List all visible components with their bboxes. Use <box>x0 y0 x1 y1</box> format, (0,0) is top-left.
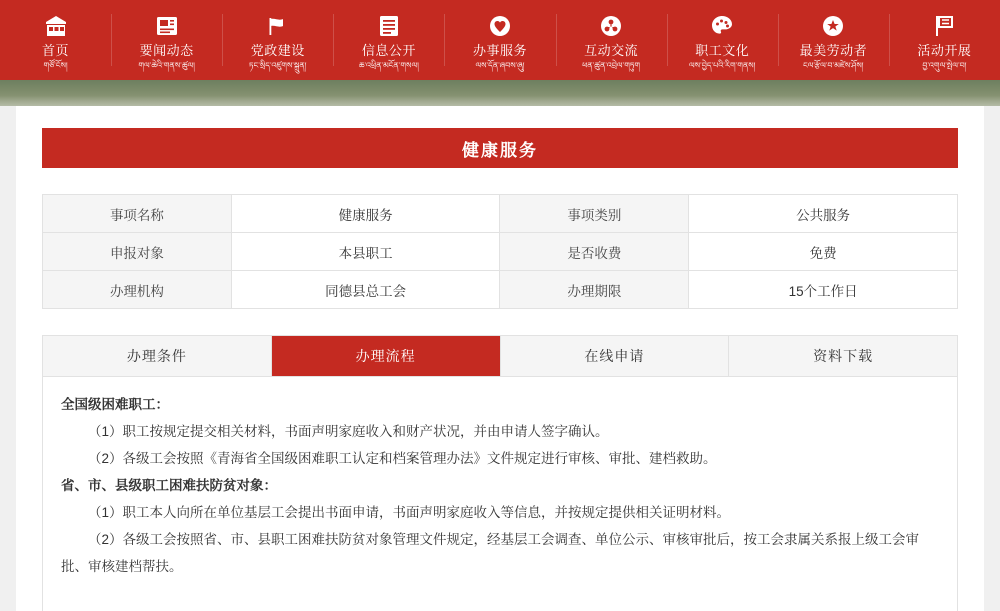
banner-strip <box>0 80 1000 106</box>
info-label: 是否收费 <box>500 233 689 271</box>
panel-paragraph: （1）职工本人向所在单位基层工会提出书面申请，书面声明家庭收入等信息，并按规定提供相关证明材料。 <box>88 505 731 520</box>
nav-label: 党政建设 <box>250 43 305 58</box>
info-value: 公共服务 <box>689 195 958 233</box>
page-background <box>0 106 1000 611</box>
nav-sublabel: གཙོ་ངོས། <box>43 61 68 70</box>
panel-paragraph: 省、市、县级职工困难扶防贫对象： <box>61 478 277 493</box>
flag-icon <box>931 13 957 39</box>
nav-item-interaction[interactable] <box>556 0 667 80</box>
nav-sublabel: ངལ་རྩོལ་བ་མཛེས་ཤོས། <box>803 61 864 70</box>
nav-label: 互动交流 <box>584 43 639 58</box>
nav-sublabel: བྱ་འགུལ་སྤེལ་བ། <box>922 61 967 70</box>
tab-downloads[interactable]: 资料下载 <box>729 336 957 376</box>
tab-process[interactable]: 办理流程 <box>272 336 501 376</box>
culture-icon <box>709 13 735 39</box>
service-icon <box>487 13 513 39</box>
table-row <box>43 233 958 271</box>
nav-item-information-disclosure[interactable] <box>333 0 444 80</box>
main-navigation <box>0 0 1000 80</box>
info-value: 同德县总工会 <box>231 271 500 309</box>
panel-paragraph: （2）各级工会按照《青海省全国级困难职工认定和档案管理办法》文件规定进行审核、审批、建档救助。 <box>88 451 717 466</box>
info-label: 办理期限 <box>500 271 689 309</box>
nav-sublabel: ཏང་སྲིད་འཛུགས་སྐྲུན། <box>249 61 307 70</box>
nav-label: 信息公开 <box>361 43 416 58</box>
tab-online-application[interactable]: 在线申请 <box>501 336 730 376</box>
exchange-icon <box>598 13 624 39</box>
nav-sublabel: གལ་ཆེའི་གནས་ཚུལ། <box>138 61 195 70</box>
info-label: 事项类别 <box>500 195 689 233</box>
nav-item-party[interactable] <box>222 0 333 80</box>
table-row <box>43 271 958 309</box>
content-card <box>16 106 984 611</box>
panel-paragraph: （2）各级工会按照省、市、县职工困难扶防贫对象管理文件规定，经基层工会调查、单位公示、审核审批后，按工会隶属关系报上级工会审批、审核建档帮扶。 <box>61 532 920 574</box>
home-icon <box>43 13 69 39</box>
info-label: 事项名称 <box>43 195 232 233</box>
tab-bar <box>42 335 958 376</box>
nav-label: 活动开展 <box>917 43 972 58</box>
nav-item-activities[interactable] <box>889 0 1000 80</box>
nav-item-culture[interactable] <box>667 0 778 80</box>
nav-label: 最美劳动者 <box>799 43 868 58</box>
nav-label: 职工文化 <box>695 43 750 58</box>
nav-item-services[interactable] <box>444 0 555 80</box>
tab-conditions[interactable]: 办理条件 <box>43 336 272 376</box>
nav-sublabel: ཕན་ཚུན་འབྲེལ་གཏུག <box>582 61 641 70</box>
info-label: 申报对象 <box>43 233 232 271</box>
nav-label: 要闻动态 <box>139 43 194 58</box>
party-icon <box>265 13 291 39</box>
service-info-table <box>42 194 958 309</box>
panel-paragraph: （1）职工按规定提交相关材料，书面声明家庭收入和财产状况，并由申请人签字确认。 <box>88 424 609 439</box>
nav-label: 首页 <box>42 43 70 58</box>
news-icon <box>154 13 180 39</box>
info-value: 健康服务 <box>231 195 500 233</box>
page-title: 健康服务 <box>42 128 958 168</box>
nav-item-home[interactable] <box>0 0 111 80</box>
panel-paragraph: 全国级困难职工： <box>61 397 169 412</box>
info-value: 15个工作日 <box>689 271 958 309</box>
tab-panel-process <box>42 376 958 611</box>
nav-label: 办事服务 <box>472 43 527 58</box>
nav-sublabel: ལས་བྱེད་པའི་རིག་གནས། <box>688 61 756 70</box>
nav-item-news[interactable] <box>111 0 222 80</box>
table-row <box>43 195 958 233</box>
nav-sublabel: ལས་དོན་ཞབས་ཞུ། <box>475 61 525 70</box>
info-value: 本县职工 <box>231 233 500 271</box>
medal-icon <box>820 13 846 39</box>
nav-sublabel: ཆ་འཕྲིན་མངོན་གསལ། <box>358 61 419 70</box>
info-value: 免费 <box>689 233 958 271</box>
info-label: 办理机构 <box>43 271 232 309</box>
nav-item-best-workers[interactable] <box>778 0 889 80</box>
document-icon <box>376 13 402 39</box>
